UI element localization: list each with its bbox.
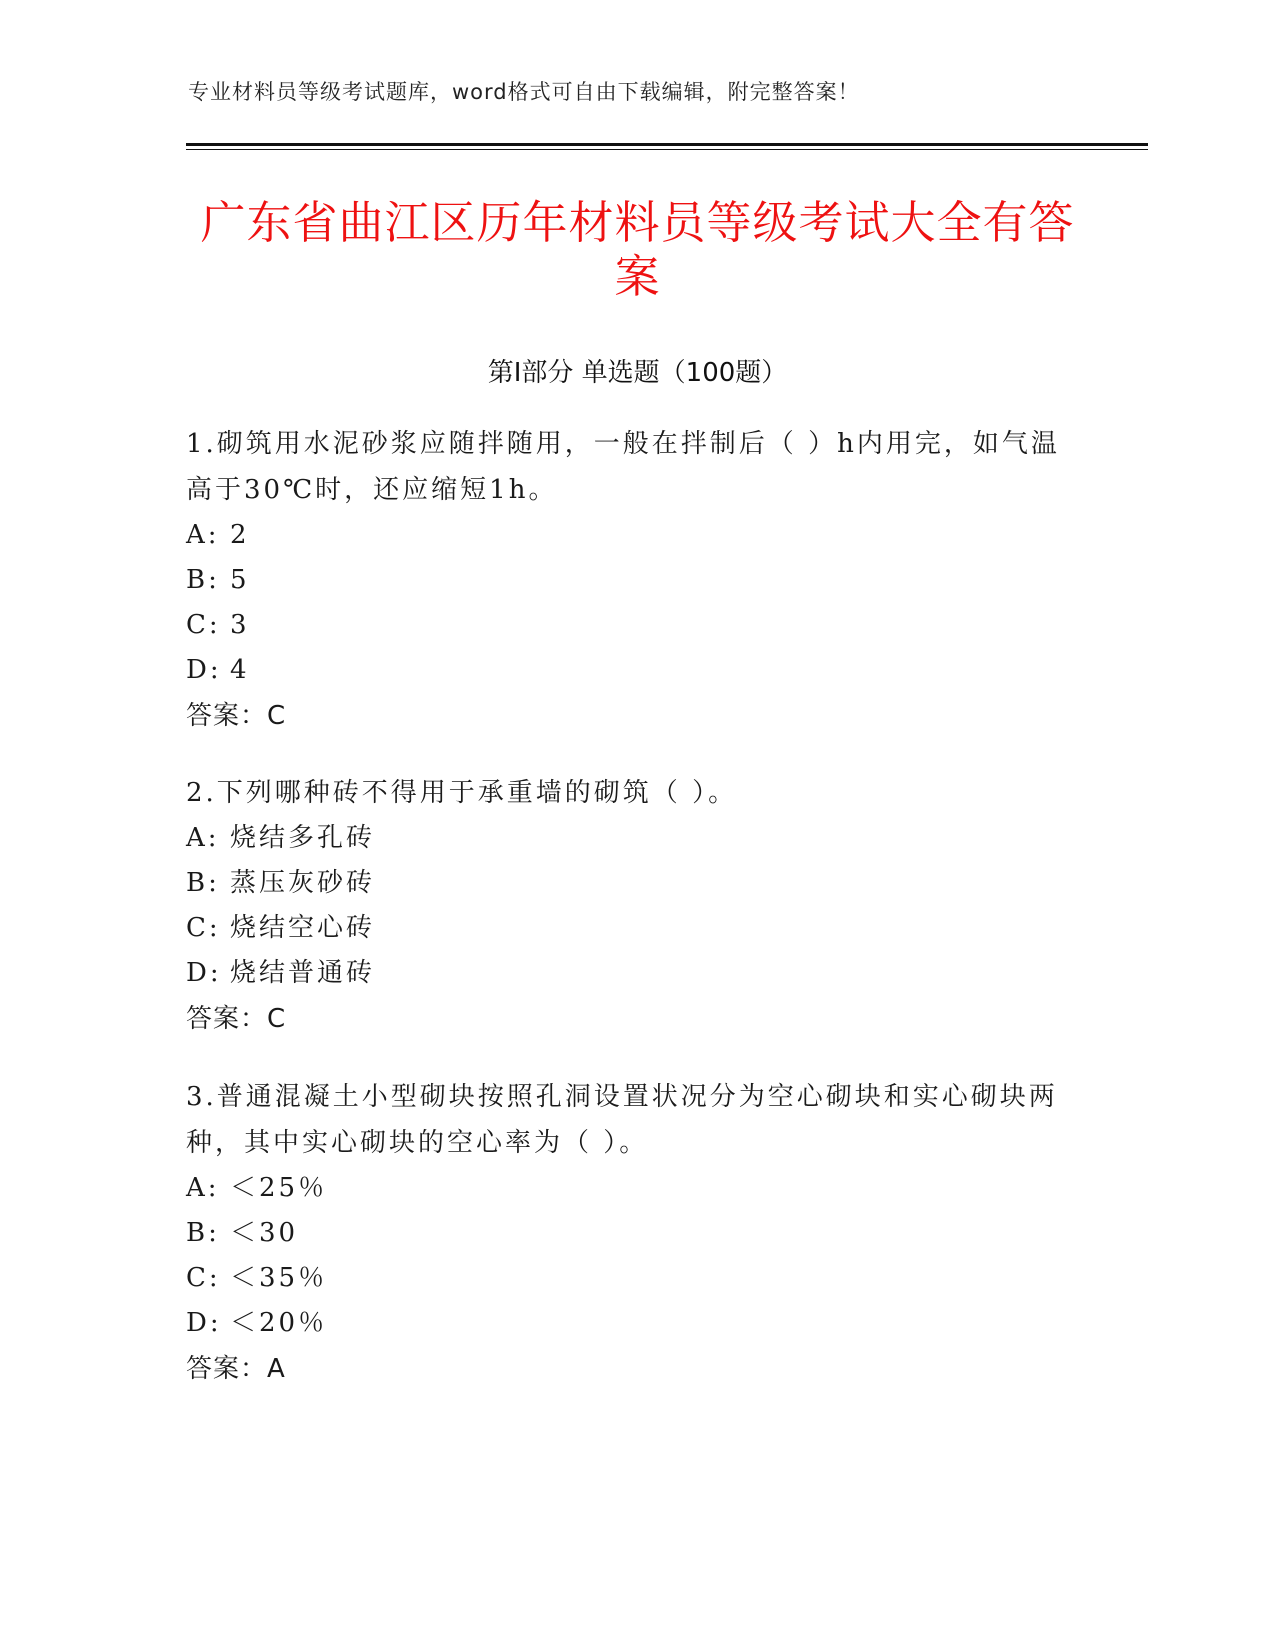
option-text: 2 <box>230 520 250 550</box>
option-b <box>186 1211 1066 1256</box>
option-b <box>186 558 1066 603</box>
option-key: C: <box>186 610 221 640</box>
option-key: A: <box>186 520 220 550</box>
option-text: 3 <box>230 610 250 640</box>
option-a <box>186 1166 1066 1211</box>
option-key: D: <box>186 1308 222 1338</box>
document-title: 广东省曲江区历年材料员等级考试大全有答案 <box>200 196 1075 303</box>
answer-line: 答案：A <box>186 1354 286 1384</box>
option-text: 烧结空心砖 <box>230 913 376 943</box>
answer-line: 答案：C <box>186 701 287 731</box>
section-title: 第Ⅰ部分 单选题（100题） <box>487 358 788 388</box>
option-key: A: <box>186 823 220 853</box>
option-text: 烧结多孔砖 <box>230 823 376 853</box>
question-stem: 1.砌筑用水泥砂浆应随拌随用，一般在拌制后（ ）h内用完，如气温高于30℃时，还应缩短1h。 <box>186 429 1060 505</box>
option-text: ＜35％ <box>230 1263 328 1293</box>
option-key: B: <box>186 1218 220 1248</box>
header-note: 专业材料员等级考试题库，word格式可自由下载编辑，附完整答案！ <box>188 80 860 104</box>
option-key: B: <box>186 868 220 898</box>
option-text: 烧结普通砖 <box>230 958 376 988</box>
option-c <box>186 906 1066 951</box>
option-text: ＜25％ <box>230 1173 328 1203</box>
option-text: ＜20％ <box>230 1308 328 1338</box>
option-text: ＜30 <box>230 1218 299 1248</box>
option-c <box>186 603 1066 648</box>
option-key: B: <box>186 565 220 595</box>
question-3 <box>186 1074 1066 1392</box>
option-key: D: <box>186 958 222 988</box>
header-rule-thick <box>186 143 1148 146</box>
option-key: C: <box>186 1263 221 1293</box>
question-stem: 3.普通混凝土小型砌块按照孔洞设置状况分为空心砌块和实心砌块两种，其中实心砌块的空心率为（ ）。 <box>186 1082 1058 1158</box>
option-d <box>186 951 1066 996</box>
option-key: D: <box>186 655 222 685</box>
option-c <box>186 1256 1066 1301</box>
option-text: 蒸压灰砂砖 <box>230 868 376 898</box>
option-text: 4 <box>230 655 250 685</box>
question-1 <box>186 421 1066 739</box>
option-key: A: <box>186 1173 220 1203</box>
option-key: C: <box>186 913 221 943</box>
answer-line: 答案：C <box>186 1004 287 1034</box>
question-2 <box>186 770 1066 1042</box>
option-a <box>186 816 1066 861</box>
option-d <box>186 1301 1066 1346</box>
option-text: 5 <box>230 565 250 595</box>
option-b <box>186 861 1066 906</box>
question-stem: 2.下列哪种砖不得用于承重墙的砌筑（ ）。 <box>186 778 738 808</box>
option-a <box>186 513 1066 558</box>
option-d <box>186 648 1066 693</box>
header-rule-thin <box>186 149 1148 150</box>
